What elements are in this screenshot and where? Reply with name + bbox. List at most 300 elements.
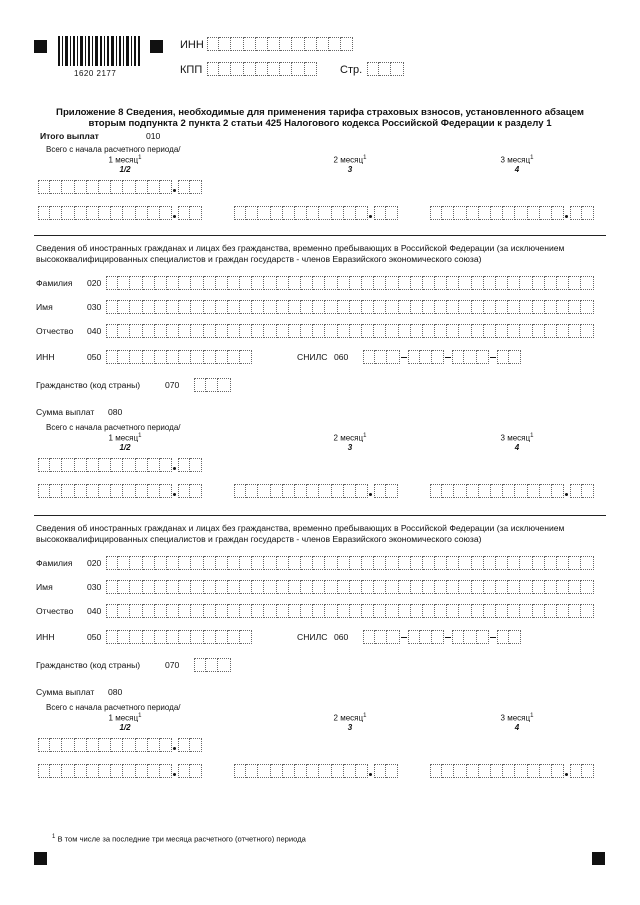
person-1-patronymic-cell[interactable] [130,324,142,338]
person-1-surname-cell[interactable] [423,276,435,290]
person-2-sum-m3-cell[interactable] [442,764,454,778]
person-1-patronymic-cell[interactable] [374,324,386,338]
person-1-name-cell[interactable] [472,300,484,314]
person-2-sum-total-cell[interactable] [99,738,111,752]
person-1-name-cell[interactable] [423,300,435,314]
person-2-sum-m3-cell[interactable] [479,764,491,778]
totals-total-cell[interactable] [136,180,148,194]
person-2-patronymic-cell[interactable] [228,604,240,618]
totals-m1-cell[interactable] [148,206,160,220]
person-1-citizenship-cell[interactable] [194,378,206,392]
person-2-sum-m1-cell[interactable] [160,764,172,778]
person-2-surname-cell[interactable] [106,556,118,570]
person-1-surname-cell[interactable] [447,276,459,290]
person-2-surname-cell[interactable] [289,556,301,570]
person-1-name-cell[interactable] [118,300,130,314]
person-1-name-cell[interactable] [508,300,520,314]
person-2-sum-m3-cell[interactable] [454,764,466,778]
person-2-surname-cell[interactable] [350,556,362,570]
person-2-surname-cell[interactable] [533,556,545,570]
person-2-name-cell[interactable] [350,580,362,594]
person-1-name-cell[interactable] [191,300,203,314]
person-2-patronymic-cell[interactable] [325,604,337,618]
person-2-sum-m2-cell[interactable] [271,764,283,778]
person-1-sum-m2-cell[interactable] [332,484,344,498]
person-1-inn-cell[interactable] [204,350,216,364]
person-1-name-cell[interactable] [496,300,508,314]
person-2-inn-cell[interactable] [240,630,252,644]
totals-m2-cell[interactable] [319,206,331,220]
person-2-patronymic-cell[interactable] [435,604,447,618]
person-1-name-cell[interactable] [240,300,252,314]
person-1-surname-cell[interactable] [130,276,142,290]
person-1-sum-total-cell[interactable] [62,458,74,472]
person-2-inn-cell[interactable] [118,630,130,644]
person-2-sum-m3-cell[interactable] [515,764,527,778]
person-1-name-cell[interactable] [520,300,532,314]
person-1-snils-b-cell[interactable] [408,350,420,364]
person-2-name-cell[interactable] [289,580,301,594]
person-2-surname-cell[interactable] [557,556,569,570]
person-1-patronymic-cell[interactable] [118,324,130,338]
person-2-inn-cell[interactable] [191,630,203,644]
person-2-sum-m1-kop-cell[interactable] [190,764,202,778]
person-2-surname-cell[interactable] [264,556,276,570]
person-2-name-cell[interactable] [216,580,228,594]
totals-m1-cell[interactable] [38,206,50,220]
person-1-patronymic-cell[interactable] [191,324,203,338]
person-2-sum-m1-cell[interactable] [38,764,50,778]
totals-total-cell[interactable] [50,180,62,194]
person-2-patronymic-field[interactable] [106,604,594,618]
person-2-sum-m3-kop-cell[interactable] [582,764,594,778]
person-1-name-field[interactable] [106,300,594,314]
person-1-patronymic-cell[interactable] [569,324,581,338]
person-1-surname-cell[interactable] [118,276,130,290]
person-1-snils-d-cell[interactable] [497,350,509,364]
person-1-sum-m2-cell[interactable] [319,484,331,498]
person-2-patronymic-cell[interactable] [484,604,496,618]
person-2-inn-field[interactable] [106,630,252,644]
totals-m2-cell[interactable] [283,206,295,220]
person-1-name-cell[interactable] [277,300,289,314]
person-1-sum-m2-kop-cell[interactable] [374,484,386,498]
person-2-patronymic-cell[interactable] [167,604,179,618]
person-2-inn-cell[interactable] [155,630,167,644]
person-1-inn-cell[interactable] [118,350,130,364]
person-2-sum-month-2-field[interactable] [234,764,398,778]
person-1-sum-m1-cell[interactable] [75,484,87,498]
person-2-patronymic-cell[interactable] [362,604,374,618]
totals-m2-kop-cell[interactable] [374,206,386,220]
person-2-sum-m3-cell[interactable] [528,764,540,778]
person-1-surname-cell[interactable] [325,276,337,290]
person-1-name-cell[interactable] [386,300,398,314]
person-2-patronymic-cell[interactable] [130,604,142,618]
person-1-surname-cell[interactable] [459,276,471,290]
person-1-name-cell[interactable] [179,300,191,314]
person-1-sum-total-cell[interactable] [111,458,123,472]
person-1-name-cell[interactable] [252,300,264,314]
totals-month-1-field[interactable] [38,206,202,220]
person-2-name-cell[interactable] [130,580,142,594]
person-2-name-cell[interactable] [399,580,411,594]
person-1-patronymic-cell[interactable] [301,324,313,338]
person-1-surname-cell[interactable] [557,276,569,290]
person-1-sum-total-cell[interactable] [99,458,111,472]
person-1-patronymic-cell[interactable] [216,324,228,338]
person-2-surname-cell[interactable] [325,556,337,570]
person-1-patronymic-cell[interactable] [472,324,484,338]
person-2-snils-b-cell[interactable] [432,630,444,644]
person-1-name-cell[interactable] [155,300,167,314]
person-2-name-cell[interactable] [435,580,447,594]
person-1-name-cell[interactable] [167,300,179,314]
person-1-name-cell[interactable] [289,300,301,314]
person-2-snils-c-cell[interactable] [464,630,476,644]
person-1-patronymic-cell[interactable] [435,324,447,338]
totals-m3-cell[interactable] [467,206,479,220]
person-2-inn-cell[interactable] [143,630,155,644]
person-1-patronymic-cell[interactable] [155,324,167,338]
person-2-name-cell[interactable] [252,580,264,594]
person-1-sum-m2-kop-cell[interactable] [386,484,398,498]
person-2-patronymic-cell[interactable] [191,604,203,618]
person-2-surname-cell[interactable] [472,556,484,570]
totals-total-cell[interactable] [123,180,135,194]
person-2-patronymic-cell[interactable] [569,604,581,618]
person-2-surname-cell[interactable] [484,556,496,570]
person-1-name-cell[interactable] [569,300,581,314]
person-1-inn-cell[interactable] [216,350,228,364]
person-2-surname-cell[interactable] [179,556,191,570]
person-2-name-cell[interactable] [472,580,484,594]
person-2-surname-cell[interactable] [520,556,532,570]
person-1-name-cell[interactable] [557,300,569,314]
person-2-name-field[interactable] [106,580,594,594]
person-1-inn-cell[interactable] [191,350,203,364]
person-2-patronymic-cell[interactable] [472,604,484,618]
person-2-surname-cell[interactable] [313,556,325,570]
totals-m1-cell[interactable] [75,206,87,220]
person-1-inn-cell[interactable] [228,350,240,364]
person-2-sum-m1-cell[interactable] [148,764,160,778]
person-1-surname-cell[interactable] [350,276,362,290]
person-2-patronymic-cell[interactable] [301,604,313,618]
person-2-name-cell[interactable] [581,580,593,594]
person-1-surname-cell[interactable] [167,276,179,290]
person-1-patronymic-cell[interactable] [204,324,216,338]
person-2-sum-m3-cell[interactable] [552,764,564,778]
person-1-surname-field[interactable] [106,276,594,290]
person-1-snils-field[interactable] [363,350,521,364]
person-2-surname-cell[interactable] [411,556,423,570]
person-2-name-cell[interactable] [118,580,130,594]
totals-m1-cell[interactable] [160,206,172,220]
person-2-name-cell[interactable] [411,580,423,594]
person-1-surname-cell[interactable] [204,276,216,290]
header-kpp-cell[interactable] [280,62,292,76]
totals-month-2-field[interactable] [234,206,398,220]
person-1-sum-m1-cell[interactable] [99,484,111,498]
person-2-sum-m2-cell[interactable] [319,764,331,778]
person-1-inn-cell[interactable] [167,350,179,364]
totals-total-kop-cell[interactable] [190,180,202,194]
person-2-name-cell[interactable] [374,580,386,594]
person-1-patronymic-cell[interactable] [325,324,337,338]
person-1-name-cell[interactable] [435,300,447,314]
totals-m1-cell[interactable] [99,206,111,220]
person-2-snils-a-cell[interactable] [375,630,387,644]
person-1-surname-cell[interactable] [155,276,167,290]
person-1-name-cell[interactable] [484,300,496,314]
person-1-surname-cell[interactable] [338,276,350,290]
person-1-sum-m3-cell[interactable] [503,484,515,498]
header-kpp-cell[interactable] [305,62,317,76]
person-1-surname-cell[interactable] [545,276,557,290]
person-2-patronymic-cell[interactable] [557,604,569,618]
person-2-patronymic-cell[interactable] [399,604,411,618]
person-2-sum-m2-cell[interactable] [258,764,270,778]
person-1-name-cell[interactable] [143,300,155,314]
person-1-inn-cell[interactable] [106,350,118,364]
header-inn-cell[interactable] [231,37,243,51]
person-2-snils-c-cell[interactable] [452,630,464,644]
person-1-name-cell[interactable] [301,300,313,314]
person-2-patronymic-cell[interactable] [143,604,155,618]
person-2-sum-m2-cell[interactable] [246,764,258,778]
person-2-surname-field[interactable] [106,556,594,570]
person-1-surname-cell[interactable] [362,276,374,290]
person-2-name-cell[interactable] [167,580,179,594]
person-1-surname-cell[interactable] [533,276,545,290]
person-2-name-cell[interactable] [204,580,216,594]
person-2-patronymic-cell[interactable] [581,604,593,618]
person-2-patronymic-cell[interactable] [289,604,301,618]
person-1-inn-cell[interactable] [179,350,191,364]
person-2-surname-cell[interactable] [118,556,130,570]
person-1-surname-cell[interactable] [435,276,447,290]
person-1-surname-cell[interactable] [191,276,203,290]
person-2-sum-m2-cell[interactable] [332,764,344,778]
person-2-sum-month-1-field[interactable] [38,764,202,778]
header-inn-cell[interactable] [292,37,304,51]
person-1-patronymic-cell[interactable] [411,324,423,338]
person-2-surname-cell[interactable] [447,556,459,570]
person-1-sum-m1-kop-cell[interactable] [178,484,190,498]
person-1-patronymic-cell[interactable] [289,324,301,338]
person-1-name-cell[interactable] [264,300,276,314]
person-2-sum-m2-cell[interactable] [295,764,307,778]
person-2-patronymic-cell[interactable] [106,604,118,618]
person-1-sum-m2-cell[interactable] [246,484,258,498]
person-1-name-cell[interactable] [130,300,142,314]
person-1-name-cell[interactable] [325,300,337,314]
person-2-sum-m1-cell[interactable] [111,764,123,778]
totals-total-cell[interactable] [111,180,123,194]
person-1-name-cell[interactable] [545,300,557,314]
person-2-surname-cell[interactable] [301,556,313,570]
person-2-patronymic-cell[interactable] [423,604,435,618]
person-1-sum-m3-cell[interactable] [491,484,503,498]
totals-m2-cell[interactable] [234,206,246,220]
person-1-patronymic-cell[interactable] [545,324,557,338]
person-1-sum-m3-cell[interactable] [528,484,540,498]
totals-m1-cell[interactable] [50,206,62,220]
person-1-sum-m3-cell[interactable] [552,484,564,498]
person-2-sum-total-field[interactable] [38,738,202,752]
totals-m2-cell[interactable] [344,206,356,220]
person-2-sum-m2-cell[interactable] [283,764,295,778]
person-1-surname-cell[interactable] [216,276,228,290]
person-1-sum-m2-cell[interactable] [271,484,283,498]
header-inn-cell[interactable] [207,37,219,51]
totals-m2-cell[interactable] [258,206,270,220]
person-1-surname-cell[interactable] [228,276,240,290]
person-2-name-cell[interactable] [496,580,508,594]
person-2-snils-a-cell[interactable] [387,630,399,644]
person-2-snils-b-cell[interactable] [420,630,432,644]
person-1-sum-total-cell[interactable] [123,458,135,472]
person-1-sum-m3-cell[interactable] [430,484,442,498]
person-2-citizenship-cell[interactable] [194,658,206,672]
person-2-name-cell[interactable] [106,580,118,594]
person-1-surname-cell[interactable] [520,276,532,290]
person-1-sum-m1-cell[interactable] [38,484,50,498]
person-1-sum-m2-cell[interactable] [356,484,368,498]
person-2-patronymic-cell[interactable] [533,604,545,618]
person-1-sum-m1-cell[interactable] [87,484,99,498]
person-1-sum-m1-cell[interactable] [123,484,135,498]
person-2-name-cell[interactable] [508,580,520,594]
person-1-name-cell[interactable] [362,300,374,314]
person-2-inn-cell[interactable] [179,630,191,644]
totals-m1-cell[interactable] [111,206,123,220]
person-2-sum-total-cell[interactable] [87,738,99,752]
person-2-sum-month-3-field[interactable] [430,764,594,778]
page-number-field[interactable] [367,62,404,76]
person-1-snils-c-cell[interactable] [464,350,476,364]
header-kpp-cell[interactable] [292,62,304,76]
person-1-sum-month-2-field[interactable] [234,484,398,498]
person-2-sum-total-cell[interactable] [62,738,74,752]
person-2-surname-cell[interactable] [338,556,350,570]
person-2-sum-m1-cell[interactable] [75,764,87,778]
person-2-sum-m2-kop-cell[interactable] [374,764,386,778]
person-2-inn-cell[interactable] [106,630,118,644]
person-1-patronymic-cell[interactable] [313,324,325,338]
totals-month-3-field[interactable] [430,206,594,220]
person-2-patronymic-cell[interactable] [264,604,276,618]
person-2-inn-cell[interactable] [228,630,240,644]
person-1-patronymic-cell[interactable] [399,324,411,338]
person-1-snils-b-cell[interactable] [432,350,444,364]
person-1-surname-cell[interactable] [301,276,313,290]
person-2-name-cell[interactable] [423,580,435,594]
person-1-inn-cell[interactable] [155,350,167,364]
header-kpp-cell[interactable] [219,62,231,76]
totals-m1-cell[interactable] [136,206,148,220]
person-2-snils-d-cell[interactable] [497,630,509,644]
person-1-name-cell[interactable] [313,300,325,314]
person-1-patronymic-cell[interactable] [338,324,350,338]
totals-total-cell[interactable] [38,180,50,194]
person-2-patronymic-cell[interactable] [508,604,520,618]
person-1-sum-total-cell[interactable] [50,458,62,472]
person-2-patronymic-cell[interactable] [216,604,228,618]
person-2-name-cell[interactable] [569,580,581,594]
person-1-inn-field[interactable] [106,350,252,364]
person-1-sum-m3-kop-cell[interactable] [582,484,594,498]
person-1-patronymic-cell[interactable] [557,324,569,338]
person-1-surname-cell[interactable] [399,276,411,290]
person-2-sum-m3-kop-cell[interactable] [570,764,582,778]
person-2-name-cell[interactable] [447,580,459,594]
totals-total-cell[interactable] [99,180,111,194]
person-2-name-cell[interactable] [386,580,398,594]
person-2-sum-total-cell[interactable] [38,738,50,752]
person-1-sum-m1-kop-cell[interactable] [190,484,202,498]
person-1-sum-total-cell[interactable] [136,458,148,472]
person-2-sum-m2-cell[interactable] [307,764,319,778]
person-1-snils-a-cell[interactable] [375,350,387,364]
person-1-patronymic-cell[interactable] [179,324,191,338]
person-2-surname-cell[interactable] [386,556,398,570]
person-2-surname-cell[interactable] [581,556,593,570]
person-1-sum-m1-cell[interactable] [50,484,62,498]
person-2-patronymic-cell[interactable] [313,604,325,618]
totals-total-cell[interactable] [62,180,74,194]
person-2-name-cell[interactable] [228,580,240,594]
person-2-inn-cell[interactable] [216,630,228,644]
person-1-patronymic-cell[interactable] [484,324,496,338]
person-2-inn-cell[interactable] [130,630,142,644]
person-2-surname-cell[interactable] [240,556,252,570]
person-2-patronymic-cell[interactable] [545,604,557,618]
person-1-sum-month-1-field[interactable] [38,484,202,498]
person-1-name-cell[interactable] [216,300,228,314]
person-2-sum-m1-cell[interactable] [99,764,111,778]
person-1-sum-m3-kop-cell[interactable] [570,484,582,498]
person-2-patronymic-cell[interactable] [204,604,216,618]
person-1-sum-m1-cell[interactable] [148,484,160,498]
person-2-inn-cell[interactable] [167,630,179,644]
person-2-citizenship-cell[interactable] [218,658,230,672]
totals-m2-cell[interactable] [295,206,307,220]
person-2-patronymic-cell[interactable] [118,604,130,618]
person-1-sum-m1-cell[interactable] [62,484,74,498]
totals-total-kop-cell[interactable] [178,180,190,194]
person-2-sum-m1-cell[interactable] [123,764,135,778]
person-2-sum-m3-cell[interactable] [491,764,503,778]
person-1-sum-total-kop-cell[interactable] [190,458,202,472]
person-1-sum-total-kop-cell[interactable] [178,458,190,472]
person-2-snils-field[interactable] [363,630,521,644]
person-1-name-cell[interactable] [106,300,118,314]
person-1-name-cell[interactable] [447,300,459,314]
totals-m2-cell[interactable] [356,206,368,220]
person-2-snils-d-cell[interactable] [509,630,521,644]
person-2-patronymic-cell[interactable] [277,604,289,618]
person-1-snils-b-cell[interactable] [420,350,432,364]
totals-total-field[interactable] [38,180,202,194]
person-1-name-cell[interactable] [459,300,471,314]
header-inn-cell[interactable] [341,37,353,51]
person-2-surname-cell[interactable] [143,556,155,570]
person-1-patronymic-cell[interactable] [240,324,252,338]
person-1-surname-cell[interactable] [569,276,581,290]
header-kpp-cell[interactable] [207,62,219,76]
